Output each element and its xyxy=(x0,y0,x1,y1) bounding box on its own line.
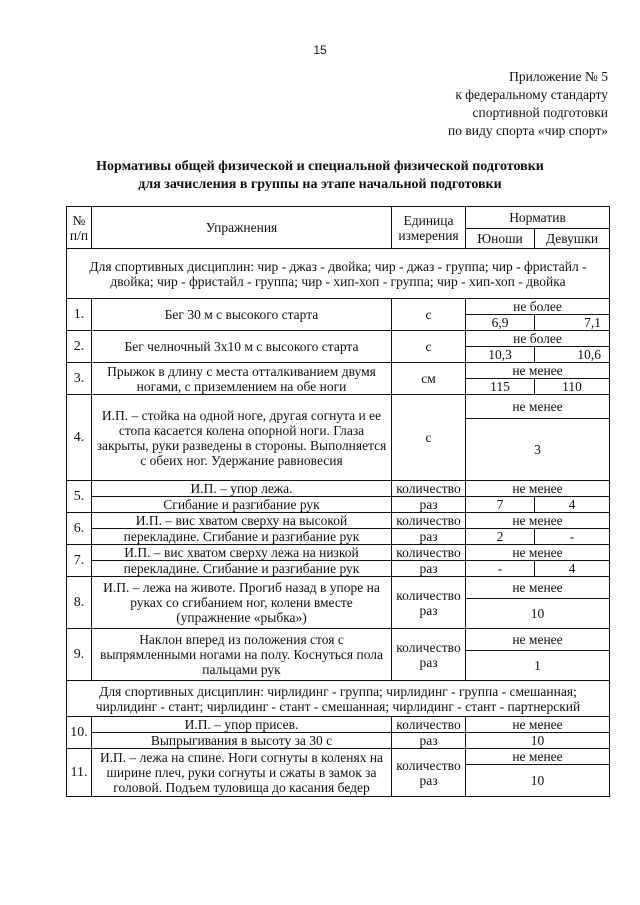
exercise-cell: Выпрыгивания в высоту за 30 с xyxy=(92,733,392,749)
exercise-cell: И.П. – стойка на одной ноге, другая согнута и ее стопа касается колена опорной ноги. Глаза закрыты, руки разведены в стороны. Выполняется с обеих ног. Удержание равновесия xyxy=(92,395,392,481)
norm-value: 1 xyxy=(466,651,610,681)
exercise-cell: Прыжок в длину с места отталкиванием двумя ногами, с приземлением на обе ноги xyxy=(92,363,392,395)
condition-cell: не менее xyxy=(466,363,610,379)
unit-cell: количество xyxy=(392,513,466,529)
girls-value: 7,1 xyxy=(535,315,610,331)
exercise-cell: И.П. – упор присев. xyxy=(92,717,392,733)
girls-value: 110 xyxy=(535,379,610,395)
row-number: 5. xyxy=(67,481,92,513)
condition-cell: не более xyxy=(466,299,610,315)
girls-value: 4 xyxy=(535,497,610,513)
exercise-cell: И.П. – вис хватом сверху лежа на низкой xyxy=(92,545,392,561)
row-number: 7. xyxy=(67,545,92,577)
exercise-cell: Наклон вперед из положения стоя с выпрямленными ногами на полу. Коснуться пола пальцами рук xyxy=(92,629,392,681)
unit-cell: раз xyxy=(392,733,466,749)
condition-cell: не менее xyxy=(466,629,610,651)
row-number: 8. xyxy=(67,577,92,629)
condition-cell: не менее xyxy=(466,577,610,599)
unit-cell: с xyxy=(392,331,466,363)
unit-cell: раз xyxy=(392,529,466,545)
document-title xyxy=(0,158,640,194)
appendix-block xyxy=(448,68,608,140)
condition-cell: не менее xyxy=(466,481,610,497)
condition-cell: не менее xyxy=(466,395,610,419)
unit-cell: раз xyxy=(392,497,466,513)
condition-cell: не менее xyxy=(466,749,610,765)
unit-cell: количество раз xyxy=(392,749,466,797)
condition-cell: не менее xyxy=(466,545,610,561)
header-exercise: Упражнения xyxy=(92,207,392,249)
appendix-line: к федеральному стандарту xyxy=(455,87,608,102)
condition-cell: не менее xyxy=(466,717,610,733)
exercise-cell: И.П. – вис хватом сверху на высокой xyxy=(92,513,392,529)
norm-value: 10 xyxy=(466,733,610,749)
row-number: 9. xyxy=(67,629,92,681)
row-number: 2. xyxy=(67,331,92,363)
norm-value: 10 xyxy=(466,599,610,629)
section-heading: Для спортивных дисциплин: чир - джаз - двойка; чир - джаз - группа; чир - фристайл - двойка; чир - фристайл - группа; чир - хип-хоп - группа; чир - хип-хоп - двойка xyxy=(67,249,610,299)
row-number: 4. xyxy=(67,395,92,481)
unit-cell: количество xyxy=(392,545,466,561)
title-line: для зачисления в группы на этапе начальной подготовки xyxy=(138,177,502,192)
unit-cell: количество xyxy=(392,481,466,497)
section-heading: Для спортивных дисциплин: чирлидинг - группа; чирлидинг - группа - смешанная; чирлидинг - стант; чирлидинг - стант - смешанная; чирлидинг - стант - партнерский xyxy=(67,681,610,717)
unit-cell: раз xyxy=(392,561,466,577)
row-number: 3. xyxy=(67,363,92,395)
row-number: 10. xyxy=(67,717,92,749)
exercise-cell: Бег 30 м с высокого старта xyxy=(92,299,392,331)
unit-cell: количество xyxy=(392,717,466,733)
exercise-cell: перекладине. Сгибание и разгибание рук xyxy=(92,561,392,577)
girls-value: - xyxy=(535,529,610,545)
exercise-cell: И.П. – лежа на животе. Прогиб назад в упоре на руках со сгибанием ног, колени вместе (упражнение «рыбка») xyxy=(92,577,392,629)
unit-cell: с xyxy=(392,299,466,331)
header-num: № п/п xyxy=(67,207,92,249)
girls-value: 4 xyxy=(535,561,610,577)
unit-cell: с xyxy=(392,395,466,481)
appendix-line: по виду спорта «чир спорт» xyxy=(448,123,608,138)
norms-table xyxy=(66,206,610,797)
header-girls: Девушки xyxy=(535,229,610,249)
exercise-cell: перекладине. Сгибание и разгибание рук xyxy=(92,529,392,545)
header-boys: Юноши xyxy=(466,229,535,249)
row-number: 1. xyxy=(67,299,92,331)
row-number: 6. xyxy=(67,513,92,545)
exercise-cell: Сгибание и разгибание рук xyxy=(92,497,392,513)
boys-value: 10,3 xyxy=(466,347,535,363)
boys-value: 115 xyxy=(466,379,535,395)
page-number: 15 xyxy=(313,43,327,57)
norm-value: 3 xyxy=(466,419,610,481)
exercise-cell: Бег челночный 3х10 м с высокого старта xyxy=(92,331,392,363)
boys-value: - xyxy=(466,561,535,577)
row-number: 11. xyxy=(67,749,92,797)
norm-value: 10 xyxy=(466,765,610,797)
header-norm: Норматив xyxy=(466,207,610,229)
boys-value: 2 xyxy=(466,529,535,545)
title-line: Нормативы общей физической и специальной физической подготовки xyxy=(96,159,544,174)
header-unit: Единица измерения xyxy=(392,207,466,249)
unit-cell: см xyxy=(392,363,466,395)
appendix-line: спортивной подготовки xyxy=(472,105,608,120)
exercise-cell: И.П. – упор лежа. xyxy=(92,481,392,497)
boys-value: 6,9 xyxy=(466,315,535,331)
boys-value: 7 xyxy=(466,497,535,513)
condition-cell: не менее xyxy=(466,513,610,529)
condition-cell: не более xyxy=(466,331,610,347)
girls-value: 10,6 xyxy=(535,347,610,363)
exercise-cell: И.П. – лежа на спине. Ноги согнуты в коленях на ширине плеч, руки согнуты и сжаты в замок за головой. Подъем туловища до касания бедер xyxy=(92,749,392,797)
unit-cell: количество раз xyxy=(392,629,466,681)
appendix-line: Приложение № 5 xyxy=(509,69,608,84)
unit-cell: количество раз xyxy=(392,577,466,629)
